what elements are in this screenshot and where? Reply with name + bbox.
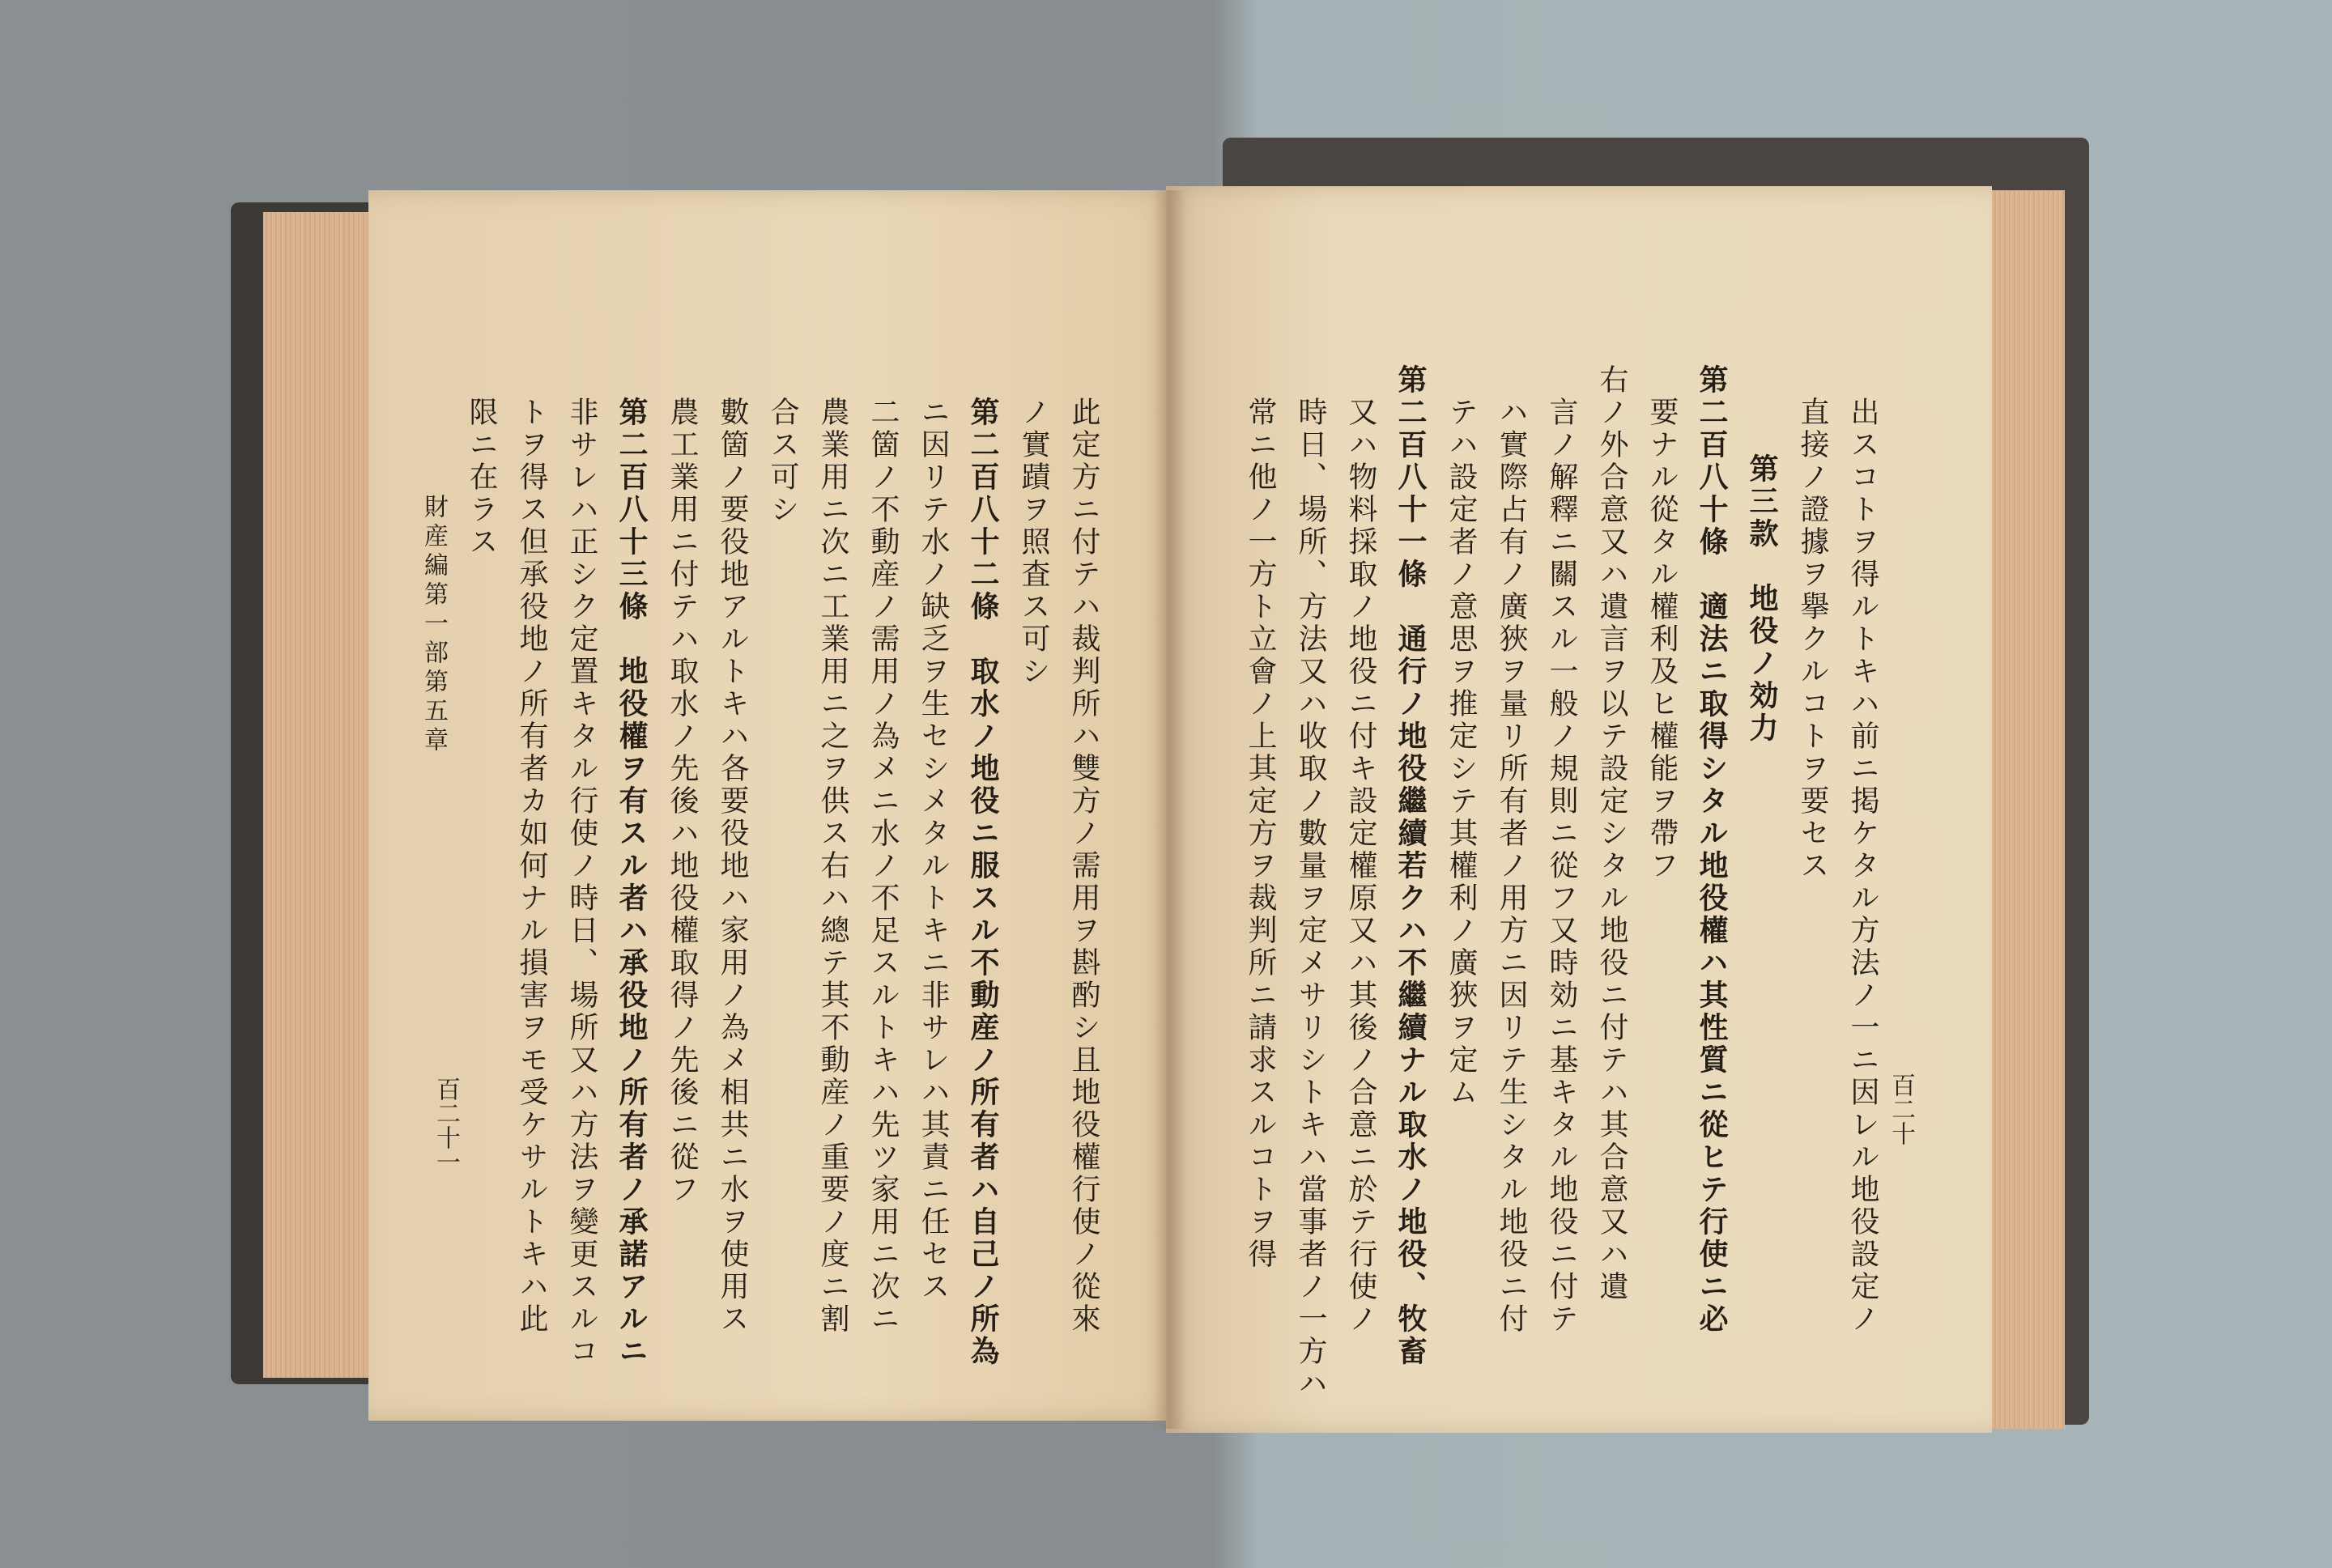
text-column: 限ニ在ラス: [465, 397, 498, 559]
text-column: ニ因リテ水ノ缺乏ヲ生セシメタルトキニ非サレハ其責ニ任セス: [917, 397, 950, 1303]
text-column: トヲ得ス但承役地ノ所有者カ如何ナル損害ヲモ受ケサルトキハ此: [515, 397, 548, 1336]
text-column: ハ實際占有ノ廣狹ヲ量リ所有者ノ用方ニ因リテ生シタル地役ニ付: [1495, 397, 1528, 1336]
text-column: 要ナル從タル權利及ヒ權能ヲ帶フ: [1645, 397, 1679, 882]
text-column: 農業用ニ次ニ工業用ニ之ヲ供ス右ハ總テ其不動産ノ重要ノ度ニ割: [816, 397, 849, 1336]
article-heading: 第二百八十三條 地役權ヲ有スル者ハ承役地ノ所有者ノ承諾アルニ: [615, 397, 649, 1368]
article-heading: 第二百八十一條 通行ノ地役繼續若クハ不繼續ナル取水ノ地役、牧畜: [1394, 364, 1428, 1368]
text-column: 右ノ外合意又ハ遺言ヲ以テ設定シタル地役ニ付テハ其合意又ハ遺: [1595, 364, 1628, 1303]
text-column: 常ニ他ノ一方ト立會ノ上其定方ヲ裁判所ニ請求スルコトヲ得: [1244, 397, 1277, 1271]
text-column: 數箇ノ要役地アルトキハ各要役地ハ家用ノ為メ相共ニ水ヲ使用ス: [716, 397, 749, 1336]
page-number-right: 百二十: [1887, 1073, 1915, 1145]
text-column: 又ハ物料採取ノ地役ニ付キ設定權原又ハ其後ノ合意ニ於テ行使ノ: [1344, 397, 1377, 1336]
text-column: テハ設定者ノ意思ヲ推定シテ其權利ノ廣狹ヲ定ム: [1445, 397, 1478, 1109]
text-column: 此定方ニ付テハ裁判所ハ雙方ノ需用ヲ斟酌シ且地役權行使ノ從來: [1067, 397, 1100, 1336]
text-column: 農工業用ニ付テハ取水ノ先後ハ地役權取得ノ先後ニ從フ: [666, 397, 699, 1206]
text-column: 非サレハ正シク定置キタル行使ノ時日、場所又ハ方法ヲ變更スルコ: [565, 397, 598, 1368]
text-column: ノ實蹟ヲ照査ス可シ: [1017, 397, 1050, 688]
article-heading: 第二百八十條 適法ニ取得シタル地役權ハ其性質ニ從ヒテ行使ニ必: [1695, 364, 1729, 1336]
text-column: 言ノ解釋ニ關スル一般ノ規則ニ從フ又時効ニ基キタル地役ニ付テ: [1545, 397, 1578, 1336]
running-footer-title: 財産編第一部第五章: [419, 494, 448, 756]
article-heading: 第二百八十二條 取水ノ地役ニ服スル不動産ノ所有者ハ自己ノ所為: [966, 397, 1000, 1368]
section-heading: 第三款 地役ノ効力: [1745, 453, 1779, 745]
text-column: 合ス可シ: [766, 397, 799, 526]
page-edges-left: [263, 212, 377, 1378]
book-gutter: [1154, 190, 1186, 1429]
text-column: 出スコトヲ得ルトキハ前ニ掲ケタル方法ノ一ニ因レル地役設定ノ: [1846, 397, 1879, 1336]
text-column: 二箇ノ不動産ノ需用ノ為メニ水ノ不足スルトキハ先ツ家用ニ次ニ: [866, 397, 900, 1336]
text-column: 時日、場所、方法又ハ收取ノ數量ヲ定メサリシトキハ當事者ノ一方ハ: [1294, 397, 1327, 1400]
text-column: 直接ノ證據ヲ擧クルコトヲ要セス: [1796, 397, 1829, 882]
left-page: [368, 190, 1174, 1421]
page-number-left: 百二十一: [432, 1077, 460, 1174]
